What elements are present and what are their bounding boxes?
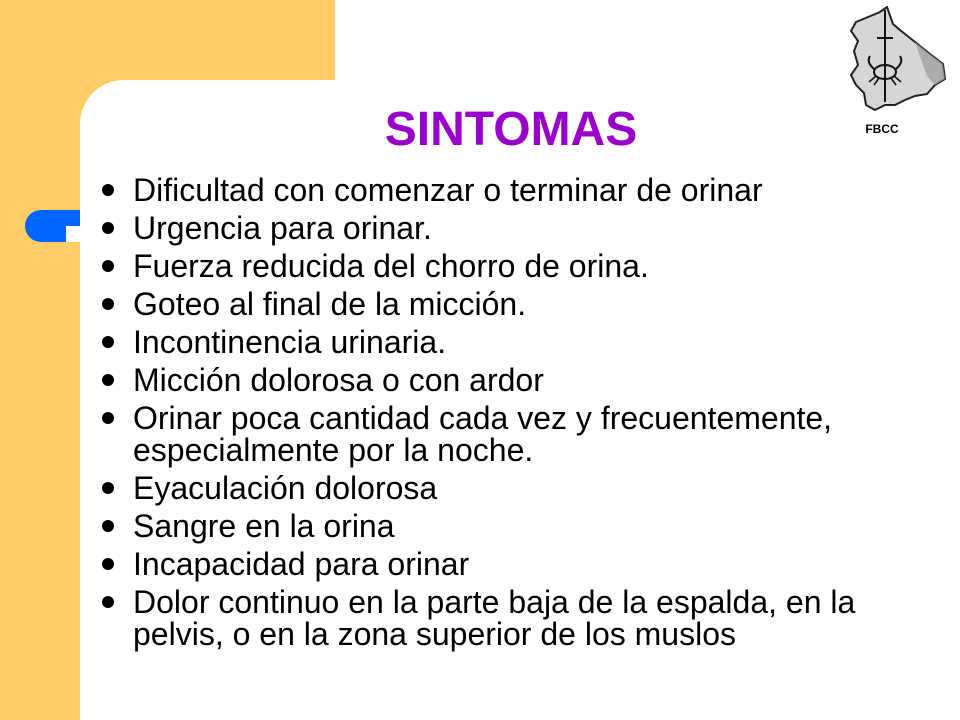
bullet-dot xyxy=(102,184,114,196)
bullet-dot xyxy=(102,412,114,424)
list-item-text: Orinar poca cantidad cada vez y frecuentemente, especialmente por la noche. xyxy=(133,400,833,468)
symptom-list xyxy=(133,174,873,650)
bullet-dot xyxy=(102,298,114,310)
slide-title: SINTOMAS xyxy=(384,103,638,156)
list-item-text: Sangre en la orina xyxy=(133,508,395,544)
list-item-text: Incapacidad para orinar xyxy=(133,546,470,582)
bullet-dot xyxy=(102,482,114,494)
bullet-dot xyxy=(102,520,114,532)
fbcc-logo-icon xyxy=(836,6,948,118)
list-item-text: Goteo al final de la micción. xyxy=(133,286,527,322)
bullet-dot xyxy=(102,222,114,234)
list-item-text: Dificultad con comenzar o terminar de orinar xyxy=(133,172,763,208)
decorative-tab-notch xyxy=(66,226,80,242)
bullet-dot xyxy=(102,374,114,386)
bullet-dot xyxy=(102,558,114,570)
bullet-dot xyxy=(102,336,114,348)
list-item-text: Incontinencia urinaria. xyxy=(133,324,447,360)
list-item-text: Urgencia para orinar. xyxy=(133,210,432,246)
list-item xyxy=(133,288,873,320)
list-item xyxy=(133,510,873,542)
list-item xyxy=(133,472,873,504)
bullet-dot xyxy=(102,596,114,608)
list-item xyxy=(133,174,873,206)
list-item-text: Micción dolorosa o con ardor xyxy=(133,362,544,398)
logo-label: FBCC xyxy=(865,122,899,136)
list-item xyxy=(133,364,873,396)
list-item xyxy=(133,548,873,580)
list-item xyxy=(133,402,873,466)
list-item-text: Eyaculación dolorosa xyxy=(133,470,438,506)
list-item-text: Dolor continuo en la parte baja de la espalda, en la pelvis, o en la zona superior de los muslos xyxy=(133,584,856,652)
bullet-dot xyxy=(102,260,114,272)
list-item xyxy=(133,212,873,244)
list-item-text: Fuerza reducida del chorro de orina. xyxy=(133,248,649,284)
list-item xyxy=(133,250,873,282)
list-item xyxy=(133,586,873,650)
list-item xyxy=(133,326,873,358)
